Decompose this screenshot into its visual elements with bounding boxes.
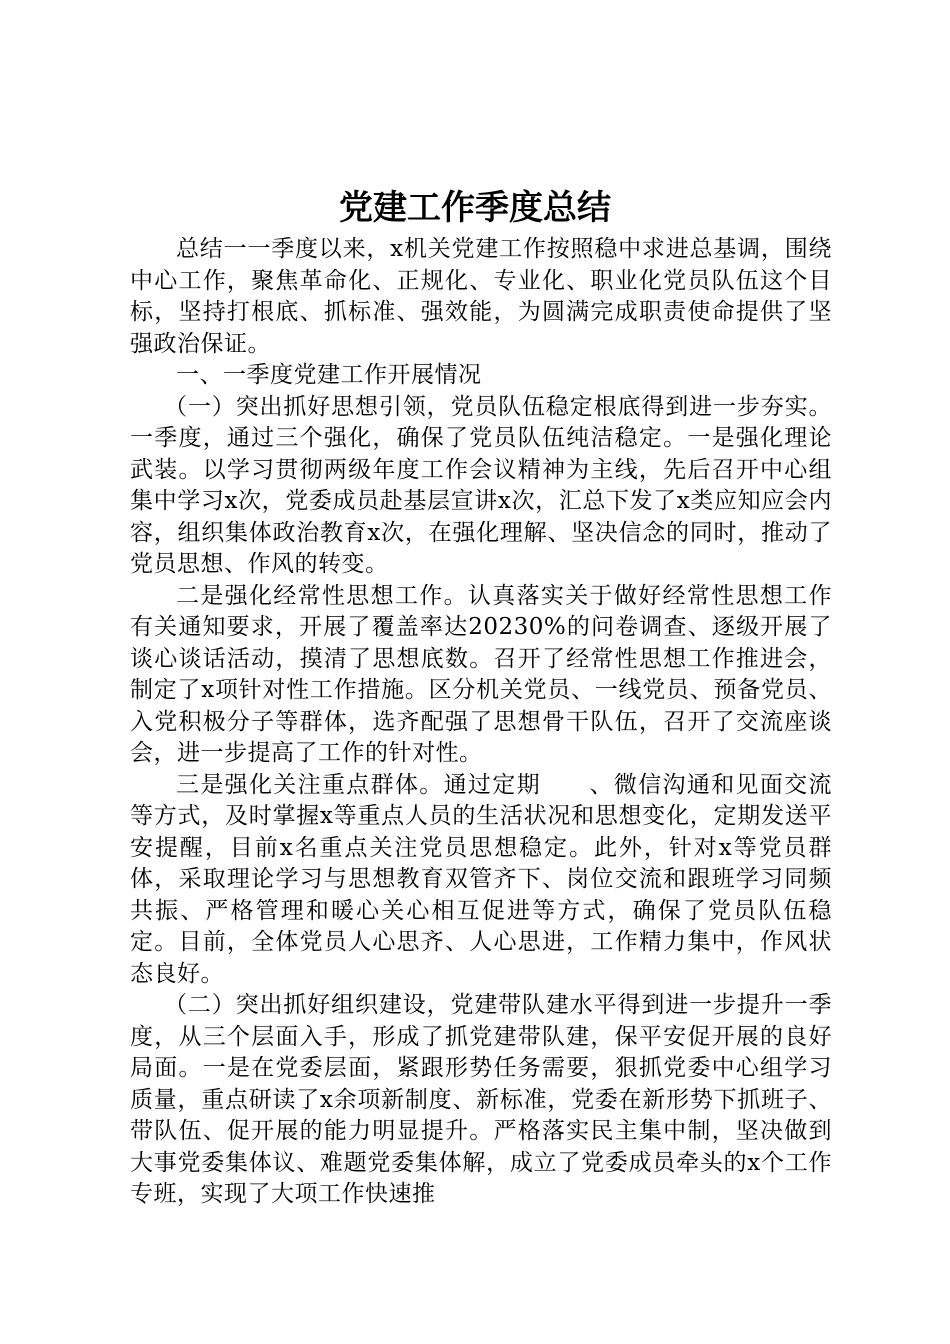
document-body [130,234,832,1211]
paragraph-key-groups: 三是强化关注重点群体。通过定期 、微信沟通和见面交流等方式，及时掌握x等重点人员的生活状况和思想变化，定期发送平安提醒，目前x名重点关注党员思想稳定。此外，针对x等党员群体，采取理论学习与思想教育双管齐下、岗位交流和跟班学习同频共振、严格管理和暖心关心相互促进等方式，确保了党员队伍稳定。目前，全体党员人心思齐、人心思进，工作精力集中，作风状态良好。 [130,771,832,987]
paragraph-summary: 总结一一季度以来，x机关党建工作按照稳中求进总基调，围绕中心工作，聚焦革命化、正规化、专业化、职业化党员队伍这个目标，坚持打根底、抓标准、强效能，为圆满完成职责使命提供了坚强政治保证。 [130,236,832,357]
paragraph-regular-work: 二是强化经常性思想工作。认真落实关于做好经常性思想工作有关通知要求，开展了覆盖率达20230%的问卷调查、逐级开展了谈心谈话活动，摸清了思想底数。召开了经常性思想工作推进会，制定了x项针对性工作措施。区分机关党员、一线党员、预备党员、入党积极分子等群体，选齐配强了思想骨干队伍，召开了交流座谈会，进一步提高了工作的针对性。 [130,582,832,766]
document-title: 党建工作季度总结 [339,188,611,228]
paragraph-organization: （二）突出抓好组织建设，党建带队建水平得到进一步提升一季度，从三个层面入手，形成了抓党建带队建，保平安促开展的良好局面。一是在党委层面，紧跟形势任务需要，狠抓党委中心组学习质量，重点研读了x余项新制度、新标准，党委在新形势下抓班子、带队伍、促开展的能力明显提升。严格落实民主集中制，坚决做到大事党委集体议、难题党委集体解，成立了党委成员牵头的x个工作专班，实现了大项工作快速推 [130,992,832,1207]
paragraph-thought-guidance: （一）突出抓好思想引领，党员队伍稳定根底得到进一步夯实。一季度，通过三个强化，确保了党员队伍纯洁稳定。一是强化理论武装。以学习贯彻两级年度工作会议精神为主线，先后召开中心组集中学习x次，党委成员赴基层宣讲x次，汇总下发了x类应知应会内容，组织集体政治教育x次，在强化理解、坚决信念的同时，推动了党员思想、作风的转变。 [130,393,832,577]
section-heading: 一、一季度党建工作开展情况 [176,362,482,388]
